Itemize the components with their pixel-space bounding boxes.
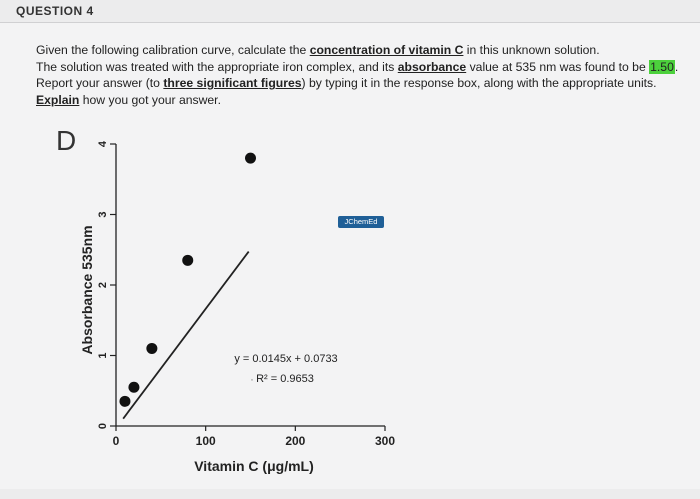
x-tick-label-0: 0: [112, 434, 120, 448]
term-explain: Explain: [36, 92, 80, 107]
x-tick-label-100: 100: [195, 434, 216, 448]
data-point-2: [128, 382, 139, 393]
prompt-line-4: Explain how you got your answer.: [36, 92, 221, 107]
data-point-1: [119, 396, 130, 407]
data-point-3: [146, 343, 157, 354]
term-sig-figs: three significant figures: [163, 76, 302, 90]
data-point-4: [182, 255, 193, 266]
absorbance-value-highlight: 1.50: [650, 59, 674, 74]
y-tick-label-2: 2: [97, 281, 109, 289]
term-absorbance: absorbance: [397, 59, 467, 74]
prompt-line-3: Report your answer (to three significant figures) by typing it in the response box, along with the appropriate units.: [36, 76, 657, 90]
prompt-line-1: Given the following calibration curve, calculate the concentration of vitamin C in this unknown solution.: [36, 43, 600, 57]
term-concentration: concentration of vitamin C: [309, 43, 464, 57]
page-footer-strip: [0, 489, 700, 499]
fit-line: [123, 252, 249, 419]
x-axis-label: Vitamin C (μg/mL): [194, 458, 314, 474]
y-tick-label-4: 4: [97, 140, 109, 148]
panel-label: D: [56, 125, 77, 156]
watermark-text: JChemEd: [344, 217, 378, 226]
prompt-line-2: The solution was treated with the appropriate iron complex, and its absorbance value at 535 nm was found to be 1.50.: [36, 59, 679, 74]
data-point-5: [245, 153, 256, 164]
y-tick-label-1: 1: [97, 352, 109, 359]
y-tick-label-3: 3: [97, 211, 109, 218]
y-tick-label-0: 0: [97, 422, 109, 430]
fit-equation: y = 0.0145x + 0.0733: [234, 353, 338, 365]
r-squared: R² = 0.9653: [256, 373, 314, 385]
question-title: QUESTION 4: [16, 4, 94, 18]
x-tick-label-300: 300: [374, 434, 396, 448]
x-tick-label-200: 200: [285, 434, 306, 448]
svg-text:·: ·: [250, 372, 254, 386]
y-axis-label: Absorbance 535nm: [79, 225, 95, 355]
